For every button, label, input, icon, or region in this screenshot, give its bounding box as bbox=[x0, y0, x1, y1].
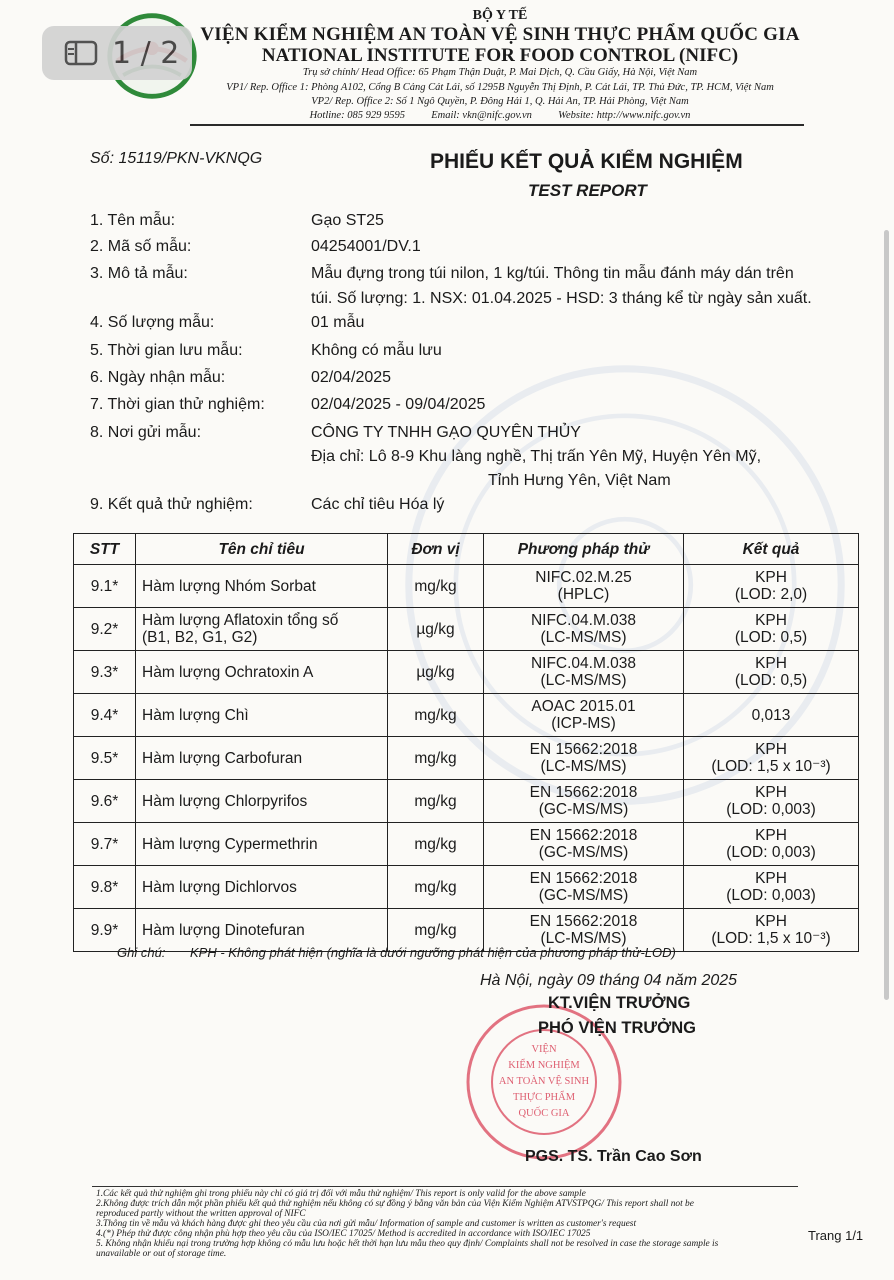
unit-cell-text: µg/kg bbox=[416, 663, 455, 681]
indicator-cell bbox=[136, 780, 388, 823]
page-indicator-text: 1 / 2 bbox=[112, 35, 180, 71]
method-cell-text: NIFC.02.M.25 bbox=[535, 569, 632, 586]
footer-note: 5. Không nhận khiếu nại trong trường hợp không có mẫu lưu hoặc hết thời hạn lưu mẫu theo quy định/ Complaints shall not be resolved in case the storage sample is bbox=[96, 1239, 719, 1249]
footer-note: 4.(*) Phép thử được công nhận phù hợp theo yêu cầu của ISO/IEC 17025/ Method is accredited in accordance with ISO/IEC 17025 bbox=[96, 1229, 591, 1239]
stt-cell bbox=[74, 565, 136, 608]
report-title: PHIẾU KẾT QUẢ KIỂM NGHIỆM bbox=[430, 150, 743, 173]
footer-note: 1.Các kết quả thử nghiệm ghi trong phiếu này chỉ có giá trị đối với mẫu thử nghiệm/ This report is only valid for the above sample bbox=[96, 1189, 586, 1199]
signer-title-1: KT.VIỆN TRƯỞNG bbox=[548, 994, 691, 1012]
result-cell bbox=[684, 694, 859, 737]
stt-cell-text: 9.3* bbox=[90, 663, 119, 681]
method-cell-text: (GC-MS/MS) bbox=[538, 844, 629, 861]
indicator-cell-text: Hàm lượng Dinotefuran bbox=[142, 921, 305, 939]
table-row bbox=[74, 866, 859, 909]
indicator-cell bbox=[136, 565, 388, 608]
office1-address: VP1/ Rep. Office 1: Phòng A102, Cổng B Cảng Cát Lái, số 1295B Nguyễn Thị Định, P. Cát Lái, TP. Thủ Đức, TP. HCM, Việt Nam bbox=[226, 82, 774, 93]
footer-note: reproduced partly without the written approval of NIFC bbox=[96, 1209, 306, 1219]
stt-cell bbox=[74, 737, 136, 780]
unit-cell-text: µg/kg bbox=[416, 620, 455, 638]
info-label: 8. Nơi gửi mẫu: bbox=[90, 424, 202, 441]
unit-cell-text: mg/kg bbox=[414, 878, 457, 896]
table-row bbox=[74, 780, 859, 823]
column-header: Phương pháp thử bbox=[484, 534, 684, 565]
stt-cell-text: 9.8* bbox=[90, 878, 119, 896]
institute-name-en: NATIONAL INSTITUTE FOR FOOD CONTROL (NIFC) bbox=[261, 45, 739, 66]
info-value: Các chỉ tiêu Hóa lý bbox=[311, 496, 445, 513]
document-icon bbox=[64, 40, 98, 66]
result-cell-text: KPH bbox=[755, 913, 787, 930]
info-label: 3. Mô tả mẫu: bbox=[90, 265, 188, 282]
page-indicator[interactable] bbox=[42, 26, 192, 80]
footer-note: 3.Thông tin về mẫu và khách hàng được ghi theo yêu cầu của nơi gửi mẫu/ Information of sample and customer is written as customer's request bbox=[96, 1219, 637, 1229]
column-header: Đơn vị bbox=[388, 534, 484, 565]
method-cell bbox=[484, 651, 684, 694]
info-value-line3: Tỉnh Hưng Yên, Việt Nam bbox=[488, 472, 671, 489]
result-cell bbox=[684, 608, 859, 651]
info-label: 2. Mã số mẫu: bbox=[90, 238, 192, 255]
method-cell bbox=[484, 694, 684, 737]
stt-cell-text: 9.1* bbox=[90, 577, 119, 595]
result-cell bbox=[684, 737, 859, 780]
method-cell-text: AOAC 2015.01 bbox=[531, 698, 636, 715]
result-cell-text: (LOD: 1,5 x 10⁻³) bbox=[711, 758, 831, 775]
stt-cell-text: 9.4* bbox=[90, 706, 119, 724]
table-row bbox=[74, 737, 859, 780]
method-cell-text: (GC-MS/MS) bbox=[538, 801, 629, 818]
indicator-cell bbox=[136, 866, 388, 909]
method-cell-text: NIFC.04.M.038 bbox=[530, 655, 637, 672]
result-cell-text: KPH bbox=[755, 784, 787, 801]
unit-cell-text: mg/kg bbox=[414, 706, 457, 724]
info-value: 01 mẫu bbox=[311, 314, 365, 331]
indicator-cell bbox=[136, 651, 388, 694]
head-office-address: Trụ sở chính/ Head Office: 65 Phạm Thận Duật, P. Mai Dịch, Q. Cầu Giấy, Hà Nội, Việt Nam bbox=[302, 67, 698, 78]
method-cell bbox=[484, 565, 684, 608]
signer-title-2: PHÓ VIỆN TRƯỞNG bbox=[538, 1019, 696, 1037]
info-value-line2: Địa chỉ: Lô 8-9 Khu làng nghề, Thị trấn Yên Mỹ, Huyện Yên Mỹ, bbox=[311, 448, 762, 465]
unit-cell bbox=[388, 823, 484, 866]
result-cell-text: (LOD: 2,0) bbox=[734, 586, 808, 603]
method-cell-text: (LC-MS/MS) bbox=[540, 672, 627, 689]
office2-address: VP2/ Rep. Office 2: Số 1 Ngô Quyền, P. Đông Hải 1, Q. Hải An, TP. Hải Phòng, Việt Nam bbox=[311, 96, 689, 107]
signing-date: Hà Nội, ngày 09 tháng 04 năm 2025 bbox=[480, 972, 738, 989]
result-cell-text: KPH bbox=[755, 741, 787, 758]
indicator-cell bbox=[136, 694, 388, 737]
stt-cell-text: 9.2* bbox=[90, 620, 119, 638]
result-cell-text: (LOD: 1,5 x 10⁻³) bbox=[711, 930, 831, 947]
unit-cell-text: mg/kg bbox=[414, 921, 457, 939]
info-value: 02/04/2025 bbox=[311, 369, 392, 386]
info-value: Không có mẫu lưu bbox=[311, 342, 442, 359]
info-value: 04254001/DV.1 bbox=[311, 238, 421, 255]
indicator-cell-text: Hàm lượng Ochratoxin A bbox=[142, 663, 314, 681]
stt-cell bbox=[74, 780, 136, 823]
unit-cell-text: mg/kg bbox=[414, 577, 457, 595]
scrollbar[interactable] bbox=[884, 230, 889, 1000]
footer-note: 2.Không được trích dẫn một phần phiếu kết quả thử nghiệm nếu không có sự đồng ý bằng văn bản của Viện Kiểm Nghiệm ATVSTPQG/ This report shall not be bbox=[96, 1199, 694, 1209]
method-cell-text: EN 15662:2018 bbox=[529, 913, 638, 930]
contact-info: Hotline: 085 929 9595 Email: vkn@nifc.gov.vn Website: http://www.nifc.gov.vn bbox=[309, 110, 691, 121]
column-header: STT bbox=[74, 534, 136, 565]
table-header-row bbox=[74, 534, 859, 565]
indicator-cell-text: Hàm lượng Carbofuran bbox=[142, 749, 303, 767]
info-value: Gạo ST25 bbox=[311, 212, 384, 229]
indicator-cell-text: Hàm lượng Nhóm Sorbat bbox=[142, 577, 316, 595]
indicator-cell-text: Hàm lượng Aflatoxin tổng số bbox=[142, 612, 339, 629]
method-cell-text: (HPLC) bbox=[557, 586, 610, 603]
stamp-text-line: AN TOÀN VỆ SINH bbox=[498, 1076, 590, 1087]
indicator-cell bbox=[136, 823, 388, 866]
method-cell-text: (LC-MS/MS) bbox=[540, 930, 627, 947]
note-text: KPH - Không phát hiện (nghĩa là dưới ngưỡng phát hiện của phương pháp thử-LOD) bbox=[190, 945, 676, 960]
result-cell-text: KPH bbox=[755, 655, 787, 672]
report-number: Số: 15119/PKN-VKNQG bbox=[90, 150, 263, 167]
indicator-cell bbox=[136, 737, 388, 780]
unit-cell-text: mg/kg bbox=[414, 835, 457, 853]
stamp-text-line: KIỂM NGHIỆM bbox=[508, 1060, 580, 1071]
result-cell-text: KPH bbox=[755, 569, 787, 586]
info-label: 5. Thời gian lưu mẫu: bbox=[90, 342, 243, 359]
result-cell bbox=[684, 823, 859, 866]
result-cell-text: (LOD: 0,5) bbox=[734, 629, 808, 646]
indicator-cell-text: (B1, B2, G1, G2) bbox=[142, 629, 258, 646]
result-cell-text: (LOD: 0,003) bbox=[726, 801, 816, 818]
indicator-cell-text: Hàm lượng Dichlorvos bbox=[142, 878, 297, 896]
result-cell bbox=[684, 565, 859, 608]
table-row bbox=[74, 565, 859, 608]
method-cell-text: EN 15662:2018 bbox=[529, 784, 638, 801]
stt-cell bbox=[74, 694, 136, 737]
unit-cell bbox=[388, 780, 484, 823]
info-label: 1. Tên mẫu: bbox=[90, 212, 176, 229]
ministry-name: BỘ Y TẾ bbox=[472, 8, 528, 23]
indicator-cell-text: Hàm lượng Cypermethrin bbox=[142, 835, 318, 853]
method-cell-text: NIFC.04.M.038 bbox=[530, 612, 637, 629]
unit-cell bbox=[388, 651, 484, 694]
result-cell-text: KPH bbox=[755, 612, 787, 629]
stt-cell bbox=[74, 866, 136, 909]
info-value: Mẫu đựng trong túi nilon, 1 kg/túi. Thông tin mẫu đánh máy dán trên bbox=[311, 265, 794, 282]
results-table bbox=[73, 533, 859, 952]
result-cell-text: (LOD: 0,003) bbox=[726, 887, 816, 904]
info-label: 7. Thời gian thử nghiệm: bbox=[90, 396, 265, 413]
method-cell-text: (GC-MS/MS) bbox=[538, 887, 629, 904]
info-value-line2: túi. Số lượng: 1. NSX: 01.04.2025 - HSD: 3 tháng kể từ ngày sản xuất. bbox=[311, 290, 812, 307]
info-value: 02/04/2025 - 09/04/2025 bbox=[311, 396, 486, 413]
column-header: Kết quả bbox=[684, 534, 859, 565]
stt-cell-text: 9.5* bbox=[90, 749, 119, 767]
unit-cell bbox=[388, 866, 484, 909]
stamp-text-line: QUỐC GIA bbox=[518, 1108, 570, 1119]
unit-cell bbox=[388, 608, 484, 651]
result-cell-text: KPH bbox=[755, 827, 787, 844]
indicator-cell-text: Hàm lượng Chlorpyrifos bbox=[142, 792, 308, 810]
info-label: 6. Ngày nhận mẫu: bbox=[90, 369, 226, 386]
table-row bbox=[74, 651, 859, 694]
stamp-text-line: THỰC PHẨM bbox=[512, 1092, 576, 1103]
method-cell-text: EN 15662:2018 bbox=[529, 741, 638, 758]
unit-cell bbox=[388, 565, 484, 608]
result-cell bbox=[684, 866, 859, 909]
svg-text:VIỆNKIỂM NGHIỆMAN TOÀN VỆ SINH bbox=[499, 1043, 590, 1119]
method-cell bbox=[484, 823, 684, 866]
result-cell-text: KPH bbox=[755, 870, 787, 887]
info-label: 9. Kết quả thử nghiệm: bbox=[90, 496, 253, 513]
footer-note: unavailable or out of storage time. bbox=[96, 1249, 227, 1259]
page-number: Trang 1/1 bbox=[808, 1228, 864, 1243]
info-value: CÔNG TY TNHH GẠO QUYÊN THỦY bbox=[311, 424, 581, 441]
stt-cell bbox=[74, 651, 136, 694]
institute-name-vn: VIỆN KIỂM NGHIỆM AN TOÀN VỆ SINH THỰC PHẨM QUỐC GIA bbox=[200, 24, 800, 45]
stt-cell-text: 9.6* bbox=[90, 792, 119, 810]
stt-cell bbox=[74, 608, 136, 651]
method-cell bbox=[484, 608, 684, 651]
footer-divider bbox=[92, 1186, 798, 1187]
result-cell bbox=[684, 651, 859, 694]
method-cell bbox=[484, 737, 684, 780]
unit-cell-text: mg/kg bbox=[414, 792, 457, 810]
unit-cell bbox=[388, 694, 484, 737]
unit-cell-text: mg/kg bbox=[414, 749, 457, 767]
result-cell-text: 0,013 bbox=[751, 706, 791, 724]
method-cell-text: EN 15662:2018 bbox=[529, 827, 638, 844]
column-header: Tên chỉ tiêu bbox=[136, 534, 388, 565]
note-label: Ghi chú: bbox=[117, 945, 166, 960]
header-divider bbox=[190, 124, 804, 126]
stt-cell bbox=[74, 823, 136, 866]
table-row bbox=[74, 823, 859, 866]
info-label: 4. Số lượng mẫu: bbox=[90, 314, 215, 331]
method-cell-text: (LC-MS/MS) bbox=[540, 629, 627, 646]
method-cell bbox=[484, 780, 684, 823]
stt-cell-text: 9.7* bbox=[90, 835, 119, 853]
table-row bbox=[74, 694, 859, 737]
stt-cell-text: 9.9* bbox=[90, 921, 119, 939]
method-cell-text: (ICP-MS) bbox=[551, 715, 616, 732]
result-cell bbox=[684, 780, 859, 823]
method-cell-text: EN 15662:2018 bbox=[529, 870, 638, 887]
table-row bbox=[74, 608, 859, 651]
result-cell bbox=[684, 909, 859, 952]
indicator-cell bbox=[136, 608, 388, 651]
signer-name: PGS. TS. Trần Cao Sơn bbox=[525, 1148, 702, 1165]
method-cell bbox=[484, 866, 684, 909]
stamp-text-line: VIỆN bbox=[531, 1044, 557, 1055]
result-cell-text: (LOD: 0,003) bbox=[726, 844, 816, 861]
unit-cell bbox=[388, 737, 484, 780]
result-cell-text: (LOD: 0,5) bbox=[734, 672, 808, 689]
indicator-cell-text: Hàm lượng Chì bbox=[142, 706, 249, 724]
report-subtitle: TEST REPORT bbox=[528, 181, 647, 200]
method-cell-text: (LC-MS/MS) bbox=[540, 758, 627, 775]
